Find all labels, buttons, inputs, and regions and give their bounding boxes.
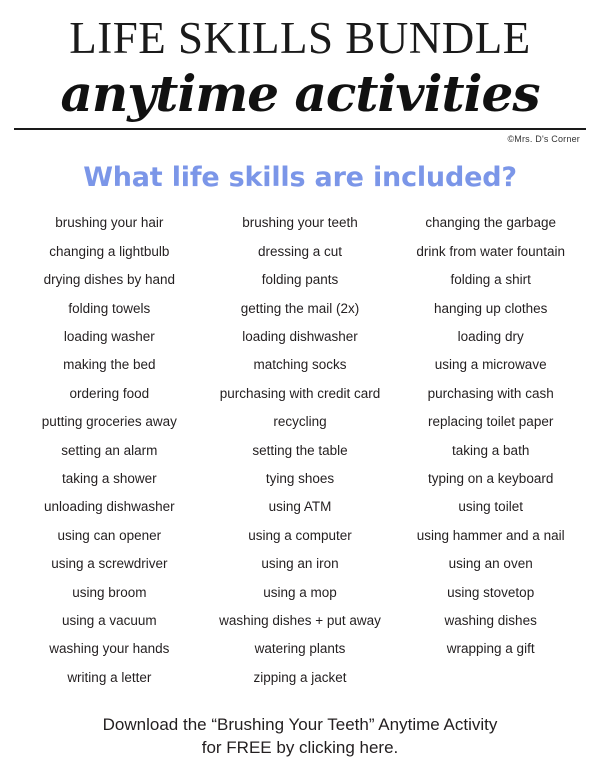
list-item: replacing toilet paper (428, 414, 554, 430)
credit-text: ©Mrs. D's Corner (507, 134, 580, 145)
list-item: taking a bath (452, 442, 530, 458)
footer-line-1: Download the “Brushing Your Teeth” Anytime Activity (102, 715, 498, 735)
list-item: using a computer (248, 527, 352, 543)
list-item: matching socks (253, 357, 347, 373)
list-item: setting an alarm (61, 442, 158, 458)
skills-column-1 (14, 209, 205, 692)
list-item: purchasing with credit card (219, 385, 381, 401)
list-item: purchasing with cash (427, 385, 554, 401)
list-item: tying shoes (265, 471, 335, 487)
list-item: using broom (72, 584, 147, 600)
list-item: changing a lightbulb (49, 243, 170, 259)
list-item: drying dishes by hand (43, 272, 175, 288)
list-item: folding a shirt (450, 272, 531, 288)
list-item: setting the table (252, 442, 348, 458)
list-item: folding towels (68, 300, 151, 316)
list-item: using a microwave (434, 357, 547, 373)
list-item: making the bed (63, 357, 156, 373)
list-item: folding pants (261, 272, 339, 288)
list-item: getting the mail (2x) (240, 300, 360, 316)
list-item: typing on a keyboard (428, 471, 554, 487)
footer (0, 714, 600, 760)
download-link[interactable]: clicking here. (299, 738, 399, 758)
list-item: using toilet (458, 499, 523, 515)
list-item: watering plants (254, 641, 346, 657)
section-heading: What life skills are included? (83, 162, 517, 194)
list-item: wrapping a gift (446, 641, 535, 657)
list-item: washing dishes (444, 613, 537, 629)
list-item: taking a shower (62, 471, 157, 487)
list-item: loading dishwasher (242, 329, 358, 345)
skills-columns (14, 209, 586, 692)
list-item: washing your hands (49, 641, 170, 657)
list-item: unloading dishwasher (44, 499, 175, 515)
list-item: loading washer (63, 329, 155, 345)
footer-line-2-text: for FREE by (201, 738, 300, 758)
list-item: using can opener (57, 527, 162, 543)
list-item: recycling (273, 414, 327, 430)
list-item: using a vacuum (62, 613, 157, 629)
list-item: loading dry (457, 329, 524, 345)
list-item: dressing a cut (257, 243, 343, 259)
list-item: using hammer and a nail (416, 527, 565, 543)
list-item: using ATM (268, 499, 332, 515)
list-item: putting groceries away (41, 414, 177, 430)
list-item: ordering food (69, 385, 150, 401)
poster-header (14, 0, 586, 144)
skills-column-2 (205, 209, 396, 692)
page-title: LIFE SKILLS BUNDLE (69, 13, 531, 63)
list-item: using a mop (263, 584, 337, 600)
footer-line-2 (0, 737, 600, 760)
list-item: using stovetop (447, 584, 535, 600)
skills-column-3 (395, 209, 586, 664)
page-subtitle-script: anytime activities (60, 63, 540, 123)
list-item: using a screwdriver (51, 556, 168, 572)
list-item: writing a letter (67, 669, 152, 685)
list-item: changing the garbage (425, 215, 556, 231)
list-item: drink from water fountain (416, 243, 565, 259)
list-item: using an oven (448, 556, 533, 572)
list-item: zipping a jacket (253, 669, 347, 685)
list-item: using an iron (261, 556, 339, 572)
list-item: washing dishes + put away (219, 613, 381, 629)
list-item: brushing your hair (55, 215, 164, 231)
list-item: brushing your teeth (242, 215, 358, 231)
list-item: hanging up clothes (434, 300, 548, 316)
